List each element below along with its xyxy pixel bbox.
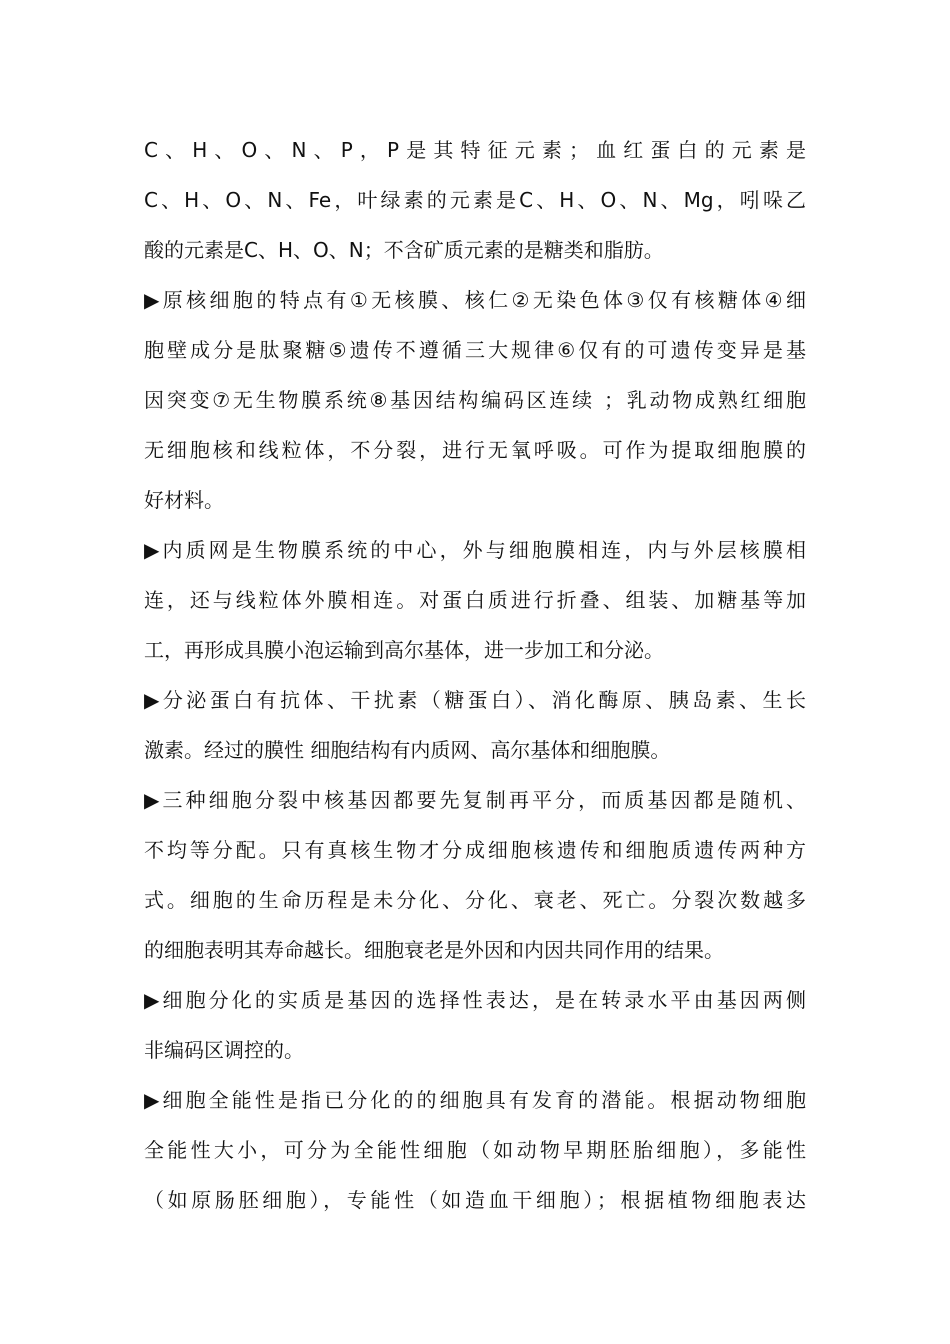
text-line: 工，再形成具膜小泡运输到高尔基体，进一步加工和分泌。 — [144, 638, 664, 662]
text-line: ▶三种细胞分裂中核基因都要先复制再平分，而质基因都是随机、 — [144, 788, 806, 812]
text-line: C、H、O、N、Fe，叶绿素的元素是C、H、O、N、Mg，吲哚乙 — [144, 188, 806, 212]
text-line: 的细胞表明其寿命越长。细胞衰老是外因和内因共同作用的结果。 — [144, 938, 724, 962]
text-line: 不均等分配。只有真核生物才分成细胞核遗传和细胞质遗传两种方 — [144, 838, 806, 862]
text-line: C、H、O、N、P，P是其特征元素；血红蛋白的元素是 — [144, 138, 806, 162]
text-line: 全能性大小，可分为全能性细胞（如动物早期胚胎细胞），多能性 — [144, 1138, 806, 1162]
text-line: 无细胞核和线粒体，不分裂，进行无氧呼吸。可作为提取细胞膜的 — [144, 438, 806, 462]
text-line: （如原肠胚细胞），专能性（如造血干细胞）；根据植物细胞表达 — [144, 1188, 806, 1212]
text-line: ▶细胞全能性是指已分化的的细胞具有发育的潜能。根据动物细胞 — [144, 1088, 806, 1112]
text-line: ▶分泌蛋白有抗体、干扰素（糖蛋白）、消化酶原、胰岛素、生长 — [144, 688, 806, 712]
text-line: 激素。经过的膜性 细胞结构有内质网、高尔基体和细胞膜。 — [144, 738, 671, 762]
text-line: 非编码区调控的。 — [144, 1038, 304, 1062]
text-line: 酸的元素是C、H、O、N；不含矿质元素的是糖类和脂肪。 — [144, 238, 664, 262]
text-line: 因突变⑦无生物膜系统⑧基因结构编码区连续 ；乳动物成熟红细胞 — [144, 388, 806, 412]
text-line: ▶细胞分化的实质是基因的选择性表达，是在转录水平由基因两侧 — [144, 988, 806, 1012]
text-line: 胞壁成分是肽聚糖⑤遗传不遵循三大规律⑥仅有的可遗传变异是基 — [144, 338, 806, 362]
text-line: ▶内质网是生物膜系统的中心，外与细胞膜相连，内与外层核膜相 — [144, 538, 806, 562]
text-line: 连，还与线粒体外膜相连。对蛋白质进行折叠、组装、加糖基等加 — [144, 588, 806, 612]
text-line: ▶原核细胞的特点有①无核膜、核仁②无染色体③仅有核糖体④细 — [144, 288, 806, 312]
text-line: 式。细胞的生命历程是未分化、分化、衰老、死亡。分裂次数越多 — [144, 888, 806, 912]
text-line: 好材料。 — [144, 488, 224, 512]
